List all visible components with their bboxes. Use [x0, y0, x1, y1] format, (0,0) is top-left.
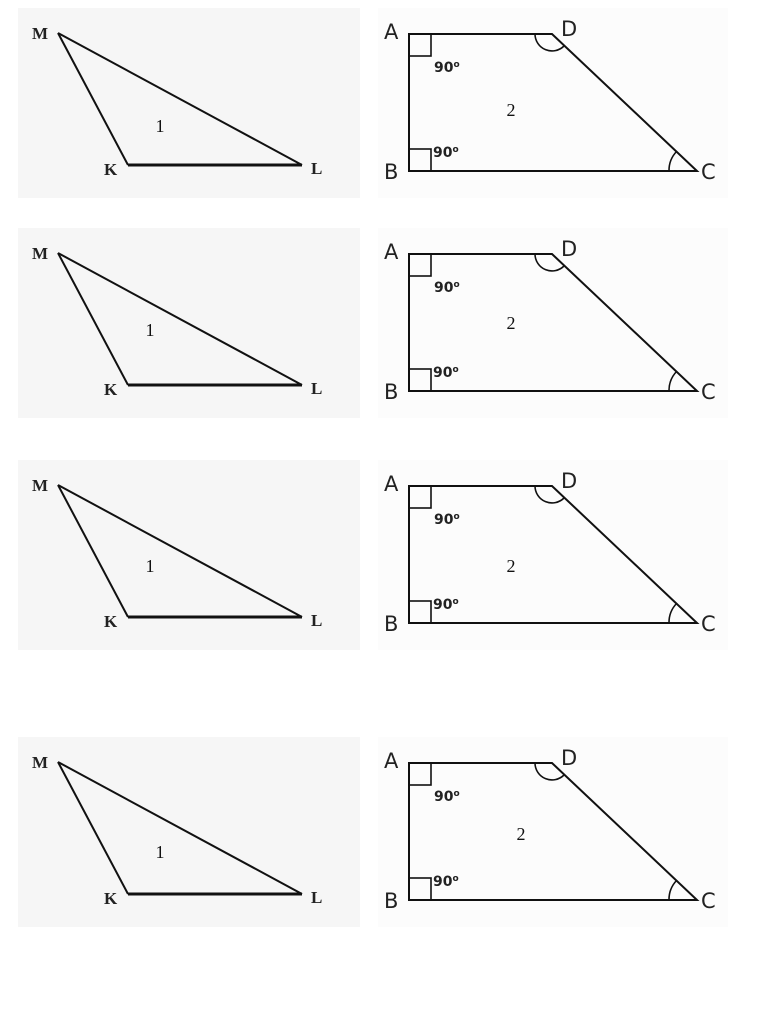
angle-label-a: 90$^o$	[434, 512, 460, 528]
vertex-label-a: A	[384, 240, 399, 264]
vertex-label-b: B	[384, 160, 399, 184]
triangle-side-ml	[58, 762, 302, 894]
vertex-label-l: L	[311, 159, 323, 178]
trapezoid-svg	[378, 737, 728, 927]
angle-arc-c	[669, 603, 677, 623]
vertex-label-c: C	[701, 612, 716, 636]
vertex-label-a: A	[384, 20, 399, 44]
angle-label-a: 90$^o$	[434, 789, 460, 805]
vertex-label-k: K	[104, 160, 118, 179]
region-label-2: 2	[506, 556, 516, 576]
vertex-label-b: B	[384, 889, 399, 913]
region-label-2: 2	[506, 313, 516, 333]
triangle-svg	[18, 228, 360, 418]
trapezoid-figure	[378, 737, 728, 927]
vertex-label-a: A	[384, 749, 399, 773]
vertex-label-k: K	[104, 889, 118, 908]
region-label-1: 1	[145, 320, 155, 340]
angle-label-a: 90$^o$	[434, 280, 460, 296]
angle-arc-c	[669, 151, 677, 171]
angle-label-a: 90$^o$	[434, 60, 460, 76]
right-angle-marker-b	[409, 601, 431, 623]
triangle-figure	[18, 460, 360, 650]
vertex-label-l: L	[311, 888, 323, 907]
triangle-figure	[18, 228, 360, 418]
triangle-svg	[18, 8, 360, 198]
vertex-label-k: K	[104, 612, 118, 631]
vertex-label-m: M	[32, 753, 49, 772]
angle-arc-c	[669, 371, 677, 391]
region-label-2: 2	[506, 100, 516, 120]
figure-pair	[0, 737, 768, 927]
vertex-label-l: L	[311, 611, 323, 630]
vertex-label-a: A	[384, 472, 399, 496]
vertex-label-d: D	[561, 237, 578, 261]
vertex-label-c: C	[701, 889, 716, 913]
vertex-label-m: M	[32, 24, 49, 43]
vertex-label-l: L	[311, 379, 323, 398]
trapezoid-svg	[378, 460, 728, 650]
vertex-label-d: D	[561, 17, 578, 41]
triangle-svg	[18, 460, 360, 650]
vertex-label-m: M	[32, 244, 49, 263]
angle-label-b: 90$^o$	[433, 145, 459, 161]
triangle-side-ml	[58, 33, 302, 165]
triangle-svg	[18, 737, 360, 927]
vertex-label-c: C	[701, 380, 716, 404]
triangle-figure	[18, 737, 360, 927]
trapezoid-figure	[378, 8, 728, 198]
vertex-label-d: D	[561, 469, 578, 493]
region-label-1: 1	[155, 116, 165, 136]
vertex-label-b: B	[384, 612, 399, 636]
vertex-label-k: K	[104, 380, 118, 399]
right-angle-marker-b	[409, 149, 431, 171]
figure-pair	[0, 8, 768, 198]
right-angle-marker-b	[409, 369, 431, 391]
angle-arc-c	[669, 880, 677, 900]
vertex-label-c: C	[701, 160, 716, 184]
trapezoid-svg	[378, 8, 728, 198]
triangle-side-ml	[58, 485, 302, 617]
angle-label-b: 90$^o$	[433, 597, 459, 613]
trapezoid-svg	[378, 228, 728, 418]
figure-pair	[0, 228, 768, 418]
angle-label-b: 90$^o$	[433, 874, 459, 890]
region-label-1: 1	[155, 842, 165, 862]
right-angle-marker-b	[409, 878, 431, 900]
triangle-side-ml	[58, 253, 302, 385]
vertex-label-d: D	[561, 746, 578, 770]
right-angle-marker-a	[409, 34, 431, 56]
region-label-2: 2	[516, 824, 526, 844]
right-angle-marker-a	[409, 254, 431, 276]
angle-label-b: 90$^o$	[433, 365, 459, 381]
trapezoid-figure	[378, 228, 728, 418]
right-angle-marker-a	[409, 486, 431, 508]
trapezoid-figure	[378, 460, 728, 650]
region-label-1: 1	[145, 556, 155, 576]
figure-pair	[0, 460, 768, 650]
vertex-label-b: B	[384, 380, 399, 404]
vertex-label-m: M	[32, 476, 49, 495]
right-angle-marker-a	[409, 763, 431, 785]
triangle-figure	[18, 8, 360, 198]
